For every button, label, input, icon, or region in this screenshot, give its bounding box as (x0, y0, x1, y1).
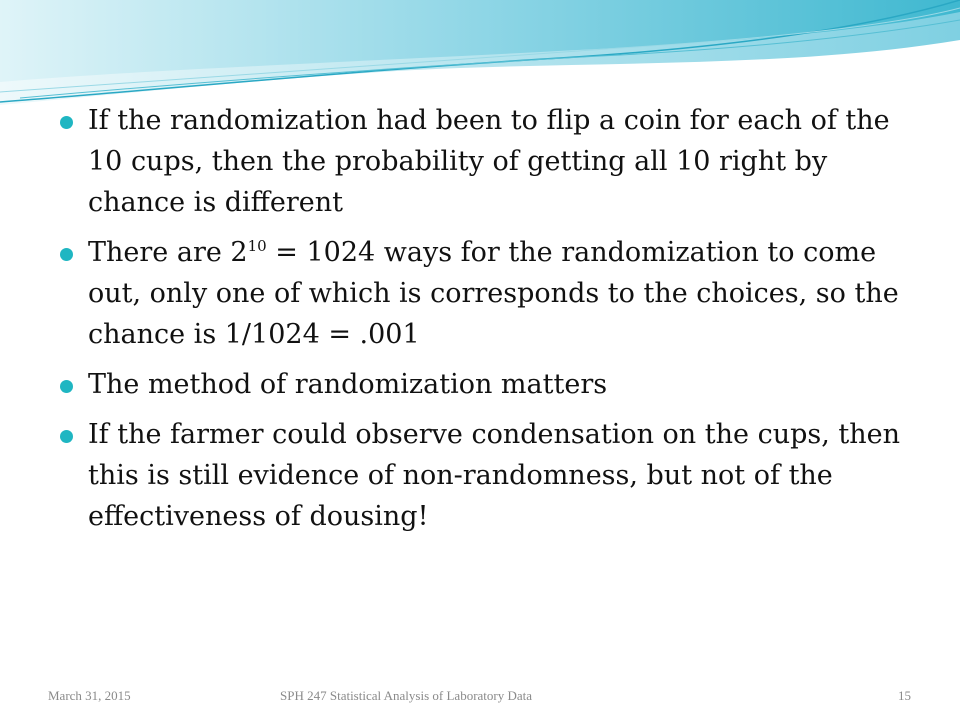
bullet-item-2 (60, 232, 920, 355)
page-number: 15 (898, 688, 911, 703)
slide-content (60, 100, 920, 546)
bullet-item-4 (60, 414, 920, 537)
bullet-text: The method of randomization matters (88, 369, 608, 400)
bullet-dot-icon (60, 380, 73, 393)
bullet-text-pre: There are 2 (88, 237, 248, 268)
bullet-item-3 (60, 364, 920, 405)
slide-footer (0, 688, 960, 708)
bullet-dot-icon (60, 248, 73, 261)
bullet-text-post: = 1024 ways for the randomization to come out, only one of which is corresponds to the choices, so the chance is 1/1024 = .001 (88, 237, 899, 350)
bullet-dot-icon (60, 116, 73, 129)
bullet-item-1 (60, 100, 920, 223)
footer-title: SPH 247 Statistical Analysis of Laboratory Data (280, 688, 533, 703)
footer-date: March 31, 2015 (48, 688, 131, 703)
bullet-text: If the randomization had been to flip a coin for each of the 10 cups, then the probability of getting all 10 right by chance is different (88, 105, 890, 218)
bullet-text: If the farmer could observe condensation on the cups, then this is still evidence of non-randomness, but not of the effectiveness of dousing! (88, 419, 901, 532)
exponent-superscript: 10 (247, 237, 267, 255)
bullet-dot-icon (60, 430, 73, 443)
bullet-list (60, 100, 920, 537)
